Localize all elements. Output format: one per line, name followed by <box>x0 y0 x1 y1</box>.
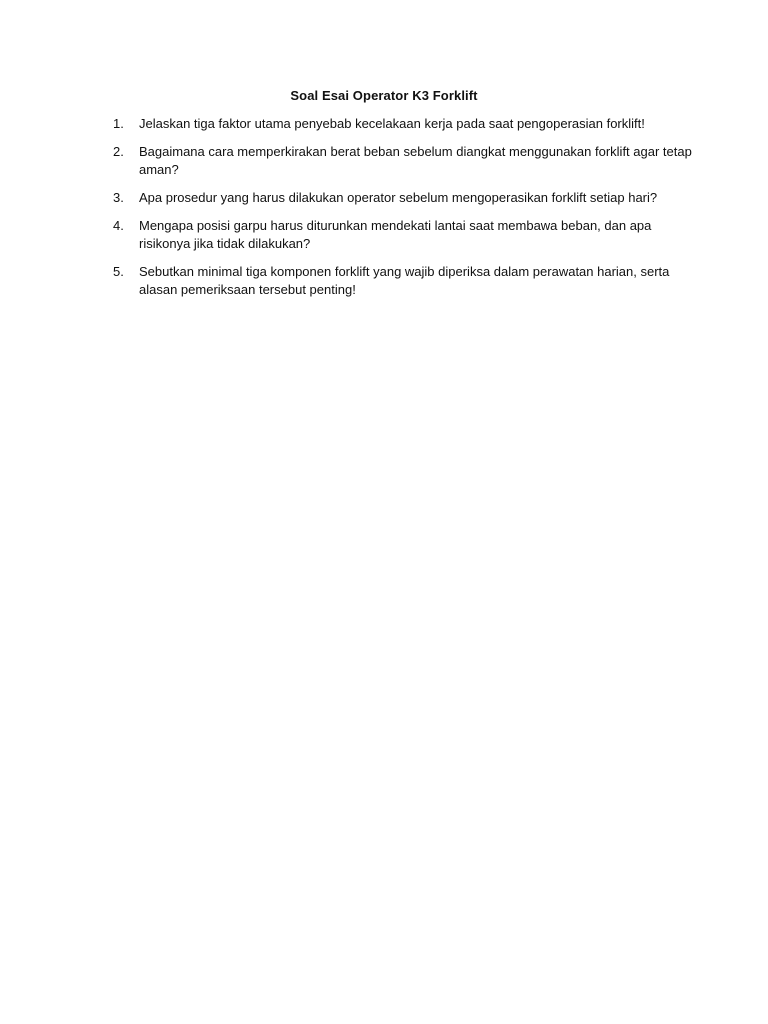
question-number: 1. <box>113 116 124 131</box>
question-text: Apa prosedur yang harus dilakukan operator sebelum mengoperasikan forklift setiap hari? <box>139 190 658 205</box>
list-item <box>113 217 693 253</box>
question-text: Sebutkan minimal tiga komponen forklift yang wajib diperiksa dalam perawatan harian, serta alasan pemeriksaan tersebut penting! <box>139 264 670 297</box>
question-text: Bagaimana cara memperkirakan berat beban sebelum diangkat menggunakan forklift agar tetap aman? <box>139 144 692 177</box>
question-number: 4. <box>113 218 124 233</box>
question-text: Jelaskan tiga faktor utama penyebab kecelakaan kerja pada saat pengoperasian forklift! <box>139 116 645 131</box>
question-number: 2. <box>113 144 124 159</box>
page-title: Soal Esai Operator K3 Forklift <box>290 88 478 103</box>
question-text: Mengapa posisi garpu harus diturunkan mendekati lantai saat membawa beban, dan apa risikonya jika tidak dilakukan? <box>139 218 652 251</box>
list-item <box>113 263 693 299</box>
list-item <box>113 143 693 179</box>
question-number: 3. <box>113 190 124 205</box>
list-item <box>113 189 693 207</box>
question-list <box>113 115 693 309</box>
question-number: 5. <box>113 264 124 279</box>
list-item <box>113 115 693 133</box>
